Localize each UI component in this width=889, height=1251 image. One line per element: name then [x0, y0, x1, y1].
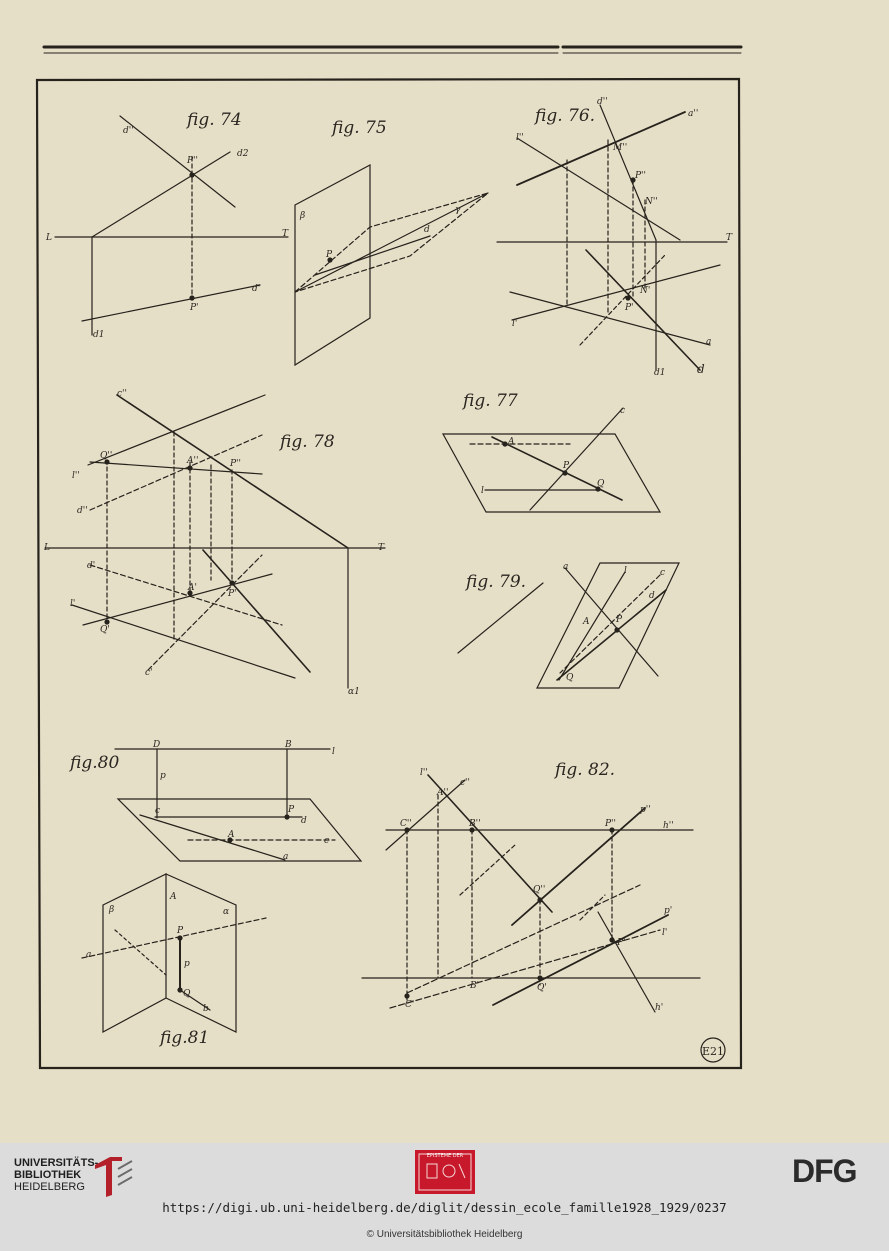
fig-75-title: fig. 75	[332, 118, 387, 138]
fig-74-label: P'	[190, 303, 199, 313]
fig-75-label: β	[300, 211, 306, 221]
fig-80-label: c	[155, 806, 161, 816]
fig-81-label: Q	[183, 989, 191, 999]
fig-74-label: d'	[252, 284, 261, 294]
fig-82-label: Q''	[533, 885, 546, 895]
fig-78-label: Q''	[100, 451, 113, 461]
library-name-line3: HEIDELBERG	[14, 1181, 85, 1193]
fig-74-label: d''	[123, 126, 134, 136]
fig-78-label: A'	[188, 583, 197, 593]
fig-77-label: l	[481, 486, 484, 496]
fig-81-label: β	[109, 905, 115, 915]
fig-76-label: T	[726, 233, 733, 243]
fig-82-label: h'	[655, 1003, 664, 1013]
fig-76-label: a''	[688, 109, 699, 119]
fig-75-label: P	[326, 250, 333, 260]
fig-81-label: b	[203, 1004, 209, 1014]
fig-81-label: A	[170, 892, 177, 902]
fig-76-label: a	[706, 337, 712, 347]
fig-76	[497, 97, 733, 378]
fig-80	[68, 740, 361, 862]
fig-77-title: fig. 77	[463, 391, 518, 411]
fig-79-title: fig. 79.	[466, 572, 527, 592]
library-emblem-icon	[92, 1155, 138, 1199]
fig-79-label: P	[616, 615, 623, 625]
fig-81-title: fig.81	[160, 1028, 210, 1048]
fig-78-label: d''	[77, 506, 88, 516]
fig-82-label: B'	[470, 981, 480, 991]
fig-77-label: P	[563, 461, 570, 471]
fig-78-label: P''	[230, 459, 242, 469]
fig-75-label: d	[424, 225, 430, 235]
episteme-text: EPISTEME DER	[426, 1153, 464, 1159]
fig-78-label: l'	[70, 599, 76, 609]
fig-78	[43, 389, 385, 697]
fig-80-label: a	[283, 852, 289, 862]
fig-76-label: N''	[645, 197, 658, 207]
fig-74-label: d1	[93, 330, 105, 340]
fig-78-label: Q'	[100, 625, 110, 635]
fig-76-label: l''	[516, 133, 524, 143]
fig-80-label: B	[285, 740, 292, 750]
fig-82-label: P'	[617, 938, 626, 948]
fig-74-label: T	[282, 229, 289, 239]
fig-78-title: fig. 78	[280, 432, 335, 452]
fig-80-label: d	[301, 816, 307, 826]
fig-77-label: A	[508, 437, 515, 447]
fig-76-label: d''	[597, 97, 608, 107]
fig-82-label: l'	[662, 928, 668, 938]
fig-79	[458, 562, 679, 688]
fig-76-label: l'	[512, 319, 518, 329]
fig-81-label: α	[223, 907, 230, 917]
fig-76-label: d	[697, 362, 705, 376]
fig-82-label: p''	[640, 805, 651, 815]
fig-79-label: a	[563, 562, 569, 572]
fig-79-label: c	[660, 568, 666, 578]
plate-frame	[37, 79, 741, 1068]
fig-75-label: γ	[455, 205, 461, 215]
fig-81-label: P	[177, 926, 184, 936]
episteme-logo[interactable]	[415, 1150, 475, 1194]
fig-76-label: M''	[613, 143, 628, 153]
fig-74-label: P''	[187, 156, 199, 166]
fig-78-label: L	[44, 543, 50, 553]
fig-82-label: C'	[405, 1000, 415, 1010]
plate-mark-text: E21	[702, 1045, 725, 1058]
fig-82-label: A''	[437, 788, 449, 798]
fig-75	[295, 118, 488, 365]
fig-80-label: A	[228, 830, 235, 840]
header-rules	[44, 47, 741, 53]
fig-74-label: L	[46, 233, 52, 243]
permalink-url[interactable]: https://digi.ub.uni-heidelberg.de/diglit/dessin_ecole_famille1928_1929/0237	[162, 1200, 727, 1215]
fig-82-label: B''	[469, 819, 481, 829]
fig-78-label: A''	[187, 456, 199, 466]
fig-74	[45, 110, 289, 340]
copyright-notice: © Universitätsbibliothek Heidelberg	[366, 1229, 523, 1240]
fig-78-label: c'	[145, 668, 153, 678]
fig-82	[362, 760, 700, 1013]
fig-74-label: d2	[237, 149, 249, 159]
fig-78-label: P'	[228, 589, 237, 599]
fig-78-label: T	[378, 543, 385, 553]
fig-77-label: c	[620, 406, 626, 416]
fig-76-label: P''	[635, 171, 647, 181]
fig-76-label: N'	[640, 286, 651, 296]
fig-82-label: p'	[664, 906, 673, 916]
fig-78-label: c''	[117, 389, 127, 399]
fig-76-label: P'	[625, 303, 634, 313]
fig-78-label: α1	[348, 687, 360, 697]
fig-82-label: h''	[663, 821, 674, 831]
fig-80-label: D	[153, 740, 161, 750]
fig-77-label: Q	[597, 479, 605, 489]
fig-80-label: c	[324, 836, 330, 846]
fig-80-label: P	[288, 805, 295, 815]
fig-80-label: l	[332, 747, 335, 757]
fig-78-label: d'	[87, 561, 96, 571]
university-library-logo[interactable]	[14, 1155, 144, 1205]
fig-82-title: fig. 82.	[555, 760, 616, 780]
fig-81	[82, 874, 266, 1048]
fig-82-label: Q'	[537, 983, 547, 993]
fig-80-title: fig.80	[70, 753, 120, 773]
fig-79-label: Q	[566, 673, 574, 683]
library-name-line1: UNIVERSITÄTS-	[14, 1157, 99, 1169]
fig-81-label: p	[184, 959, 190, 969]
library-name-line2: BIBLIOTHEK	[14, 1169, 82, 1181]
fig-77	[443, 391, 660, 512]
fig-80-label: p	[160, 771, 166, 781]
fig-82-label: l''	[420, 768, 428, 778]
viewer-footer	[0, 1143, 889, 1251]
plate-mark	[701, 1038, 725, 1062]
dfg-logo[interactable]: DFG	[792, 1153, 857, 1189]
fig-76-label: d1	[654, 368, 666, 378]
fig-79-label: l	[624, 566, 627, 576]
fig-79-label: d	[649, 591, 655, 601]
fig-81-label: a	[86, 950, 92, 960]
fig-82-label: C''	[400, 819, 412, 829]
fig-76-title: fig. 76.	[535, 106, 596, 126]
fig-79-label: A	[583, 617, 590, 627]
fig-78-label: l''	[72, 471, 80, 481]
fig-74-title: fig. 74	[187, 110, 242, 130]
fig-82-label: P''	[605, 819, 617, 829]
fig-82-label: c''	[460, 778, 470, 788]
